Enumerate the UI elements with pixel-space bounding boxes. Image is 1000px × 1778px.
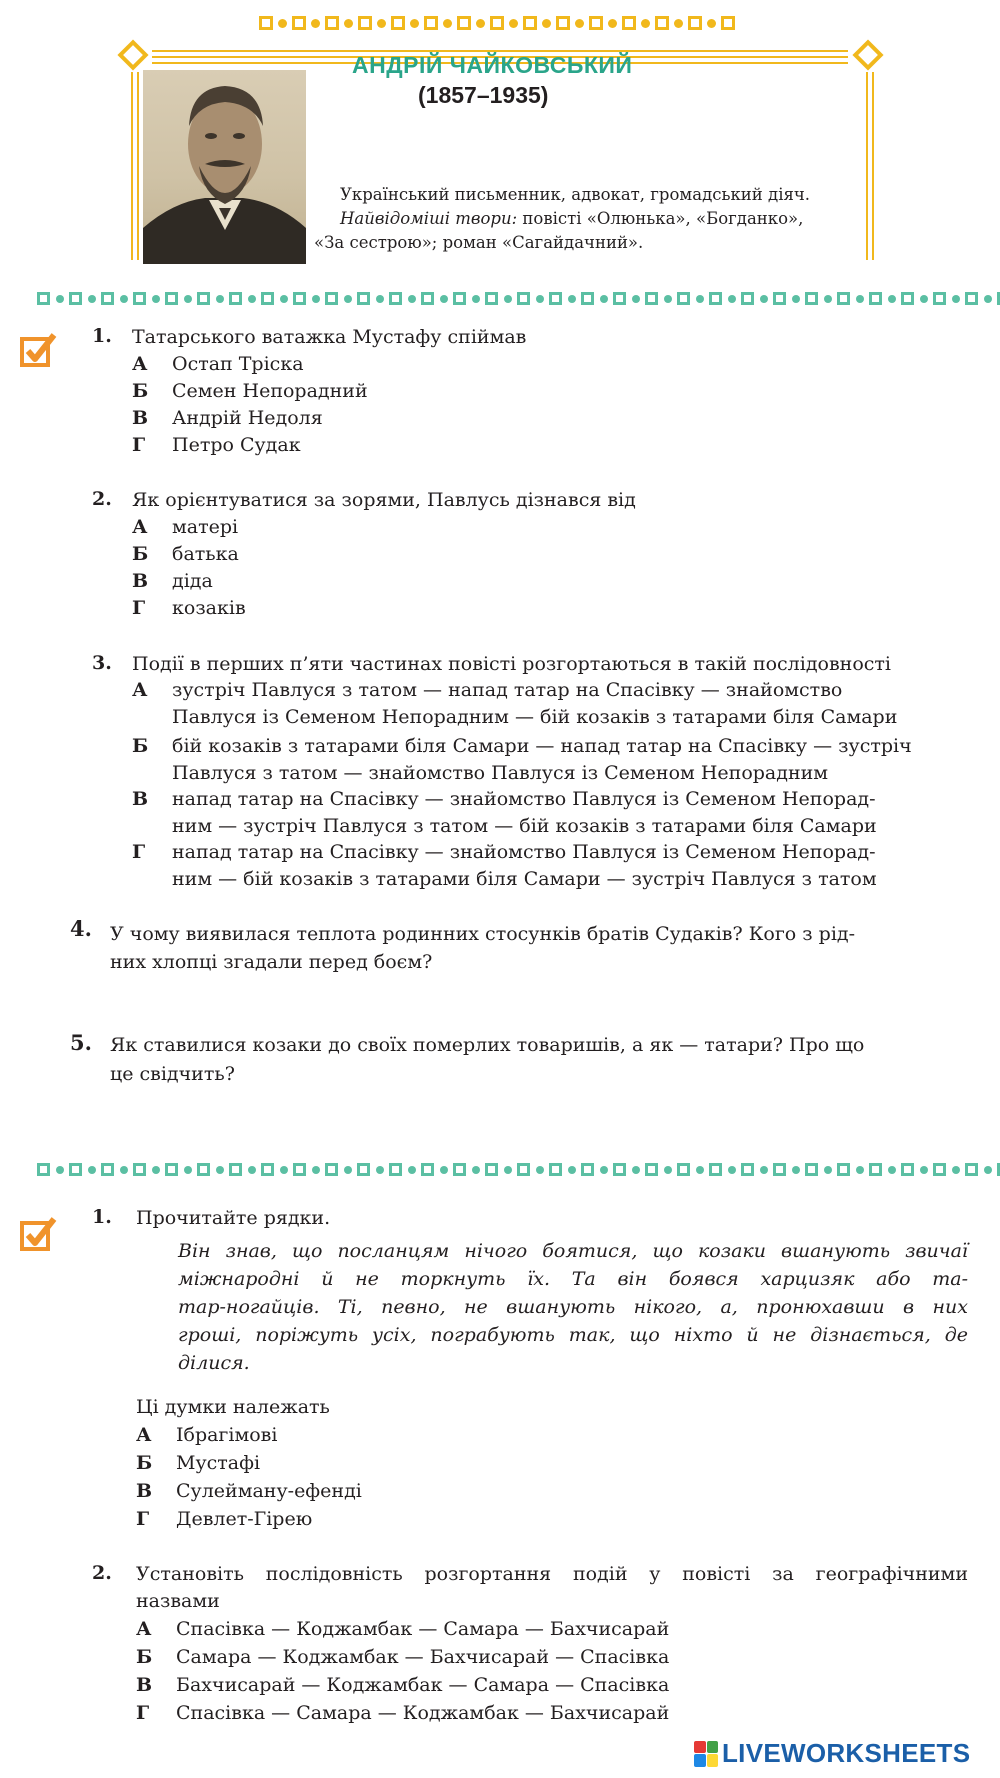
answer-option[interactable]: Г козаків xyxy=(132,597,246,619)
author-bio: Український письменник, адвокат, громадський діяч. xyxy=(340,185,811,204)
answer-option[interactable]: Б Мустафі xyxy=(136,1452,261,1474)
answer-option[interactable]: В Андрій Недоля xyxy=(132,407,323,429)
author-years: (1857–1935) xyxy=(418,82,549,108)
header-right-diamond xyxy=(852,39,883,70)
works-list: повісті «Олюнька», «Богданко», xyxy=(517,209,804,228)
answer-option[interactable]: Г Спасівка — Самара — Коджамбак — Бахчисарай xyxy=(136,1702,670,1724)
option-line: бій козаків з татарами біля Самари — напад татар на Спасівку — зустріч xyxy=(172,735,912,757)
header-top-ornament xyxy=(259,16,735,30)
answer-option[interactable]: Б бій козаків з татарами біля Самари — напад татар на Спасівку — зустріч Павлуся з татом — знайомство Павлуся із Семеном Непорадним xyxy=(132,735,912,784)
answer-option[interactable]: Б Самара — Коджамбак — Бахчисарай — Спасівка xyxy=(136,1646,670,1668)
question-text: Як ставилися козаки до своїх померлих товаришів, а як — татари? Про що це свідчить? xyxy=(110,1034,865,1085)
liveworksheets-logo-icon xyxy=(694,1741,718,1767)
liveworksheets-watermark[interactable] xyxy=(694,1738,970,1769)
question-text: Прочитайте рядки. xyxy=(136,1207,331,1229)
checkbox-tick-icon xyxy=(20,1217,58,1251)
quote-line: тар-ногайців. Ті, певно, не вшанують нікого, а, пронюхавши в них xyxy=(178,1296,968,1318)
option-line: Павлуся із Семеном Непорадним — бій козаків з татарами біля Самари xyxy=(172,706,898,728)
answer-option[interactable]: А матері xyxy=(132,516,239,538)
author-name: АНДРІЙ ЧАЙКОВСЬКИЙ xyxy=(352,52,633,78)
works-label: Найвідоміші твори: xyxy=(340,209,518,228)
section-divider xyxy=(37,292,1000,305)
header-frame-line xyxy=(131,72,133,260)
question-number: 1. xyxy=(92,325,112,347)
checkbox-tick-icon xyxy=(20,333,58,367)
author-bio-line xyxy=(340,183,810,207)
question-text: Татарського ватажка Мустафу спіймав xyxy=(132,326,527,348)
question-text: Установіть послідовність розгортання подій у повісті за географічними назвами xyxy=(136,1563,968,1612)
answer-option[interactable]: Г Девлет-Гірею xyxy=(136,1508,313,1530)
option-line: напад татар на Спасівку — знайомство Павлуся із Семеном Непорад- xyxy=(172,788,876,810)
header-frame-line xyxy=(866,72,868,260)
answer-option[interactable]: А Ібрагімові xyxy=(136,1424,278,1446)
header-left-diamond xyxy=(117,39,148,70)
question-text: Події в перших п’яти частинах повісті розгортаються в такій послідовності xyxy=(132,653,891,675)
option-line: ним — бій козаків з татарами біля Самари — зустріч Павлуся з татом xyxy=(172,868,877,890)
answer-option[interactable]: А Остап Тріска xyxy=(132,353,304,375)
header-frame-line xyxy=(872,72,874,260)
liveworksheets-brand: LIVEWORKSHEETS xyxy=(722,1738,971,1768)
question-number: 2. xyxy=(92,488,112,510)
question-number: 1. xyxy=(92,1206,112,1228)
quote-block xyxy=(178,1237,968,1377)
author-works-line xyxy=(314,231,643,255)
header-frame-line xyxy=(137,72,139,260)
option-line: зустріч Павлуся з татом — напад татар на Спасівку — знайомство xyxy=(172,679,843,701)
question-number: 4. xyxy=(70,916,92,941)
answer-option[interactable]: Г напад татар на Спасівку — знайомство Павлуся із Семеном Непорад- ним — бій козаків з татарами біля Самари — зустріч Павлуся з татом xyxy=(132,841,877,890)
quote-line: ділися. xyxy=(178,1352,250,1374)
answer-option[interactable]: В напад татар на Спасівку — знайомство Павлуся із Семеном Непорад- ним — зустріч Павлуся з татом — бій козаків з татарами біля Самари xyxy=(132,788,877,837)
option-line: напад татар на Спасівку — знайомство Павлуся із Семеном Непорад- xyxy=(172,841,876,863)
question-number: 3. xyxy=(92,652,112,674)
answer-option[interactable]: Б батька xyxy=(132,543,239,565)
author-portrait xyxy=(143,70,306,264)
answer-option[interactable]: Б Семен Непорадний xyxy=(132,380,368,402)
question-number: 2. xyxy=(92,1562,112,1584)
question-text: У чому виявилася теплота родинних стосунків братів Судаків? Кого з рід- них хлопці згадали перед боєм? xyxy=(110,923,856,973)
option-line: Павлуся з татом — знайомство Павлуся із Семеном Непорадним xyxy=(172,762,829,784)
quote-line: міжнародні й не торкнуть їх. Та він боявся харцизяк або та- xyxy=(178,1268,968,1290)
answer-option[interactable]: А Спасівка — Коджамбак — Самара — Бахчисарай xyxy=(136,1618,670,1640)
section-divider xyxy=(37,1163,1000,1176)
option-line: ним — зустріч Павлуся з татом — бій козаків з татарами біля Самари xyxy=(172,815,877,837)
author-works-line xyxy=(340,207,803,231)
answer-option[interactable]: В Сулейману-ефенді xyxy=(136,1480,362,1502)
answer-option[interactable]: В Бахчисарай — Коджамбак — Самара — Спасівка xyxy=(136,1674,670,1696)
answer-option[interactable]: В діда xyxy=(132,570,213,592)
author-portrait-drawing xyxy=(143,70,306,264)
question-number: 5. xyxy=(70,1030,92,1055)
question-prompt: Ці думки належать xyxy=(136,1396,330,1418)
quote-line: гроші, поріжуть усіх, пограбують так, що ніхто й не дізнається, де xyxy=(178,1324,968,1346)
answer-option[interactable]: А зустріч Павлуся з татом — напад татар на Спасівку — знайомство Павлуся із Семеном Непорадним — бій козаків з татарами біля Самари xyxy=(132,679,898,728)
question-text: Як орієнтуватися за зорями, Павлусь дізнався від xyxy=(132,489,636,511)
quote-line: Він знав, що посланцям нічого боятися, що козаки вшанують звичаї xyxy=(178,1240,968,1262)
answer-option[interactable]: Г Петро Судак xyxy=(132,434,301,456)
works-list: «За сестрою»; роман «Сагайдачний». xyxy=(314,233,644,252)
